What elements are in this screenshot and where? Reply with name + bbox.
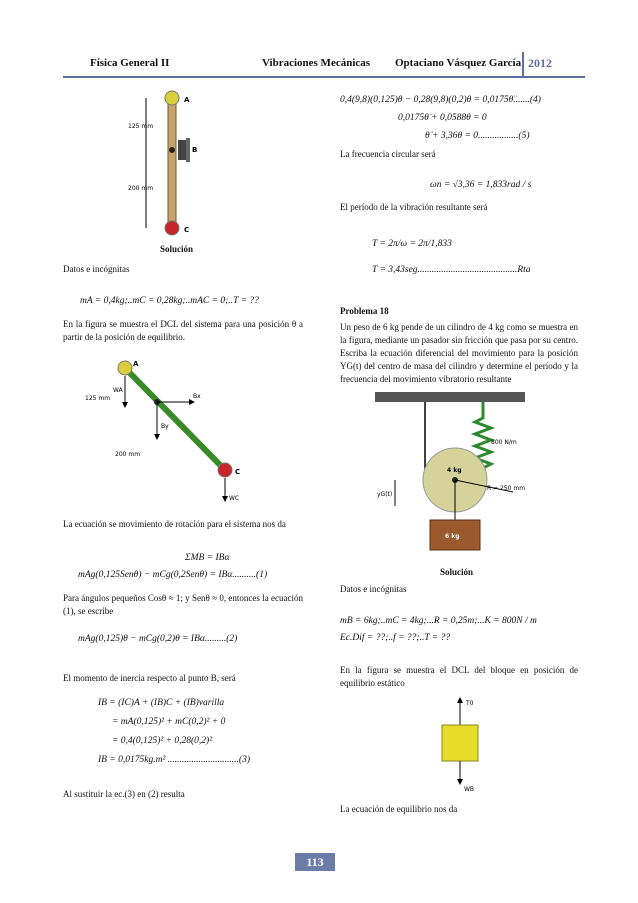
header-topic: Vibraciones Mecánicas [262, 57, 371, 69]
left-paragraph-3: Para ángulos pequeños Cosθ ≈ 1; y Senθ ≈ 0, entonces la ecuación (1), se escribe [63, 593, 303, 616]
right-datos-eq-2: Ec.Dif = ??;..f = ??;..T = ?? [340, 633, 451, 643]
right-eq-4: 0,4(9,8)(0,125)θ − 0,28(9,8)(0,2)θ = 0,0175θ̈.......(4) [340, 95, 541, 105]
fig1-d2: 200 mm [128, 185, 154, 192]
left-ib-line-2: = mA(0,125)² + mC(0,2)² + 0 [112, 717, 226, 727]
right-datos-eq-1: mB = 6kg;..mC = 4kg;...R = 0,25m;...K = 800N / m [340, 616, 537, 626]
fig2-c: C [235, 468, 241, 476]
right-paragraph-1: En la figura se muestra el DCL del bloque en posición de equilibrio estático [340, 665, 578, 688]
fig3-r: R = 250 mm [487, 485, 526, 492]
problem-title: Problema 18 [340, 306, 389, 316]
left-ib-line-3: = 0,4(0,125)² + 0,28(0,2)² [112, 736, 213, 746]
figure-cylinder-spring [365, 392, 545, 562]
page-header [0, 0, 638, 80]
header-course: Física General II [90, 57, 170, 69]
left-eq-2: mAg(0,125)θ − mCg(0,2)θ = IBα.........(2) [78, 634, 238, 644]
fig3-y: yG(t) [377, 491, 393, 498]
left-paragraph-1: En la figura se muestra el DCL del sistema para una posición θ a partir de la posición de equilibrio. [63, 319, 303, 342]
right-solucion: Solución [440, 567, 474, 577]
right-datos-title: Datos e incógnitas [340, 584, 407, 594]
left-eq-sum: ΣMB = IBα [185, 553, 230, 563]
fig2-wc: WC [229, 495, 240, 502]
fig2-a: A [133, 360, 139, 368]
left-paragraph-2: La ecuación se movimiento de rotación para el sistema nos da [63, 519, 286, 529]
fig2-d2: 200 mm [115, 451, 141, 458]
page-number: 113 [295, 853, 335, 871]
header-author: Optaciano Vásquez García [395, 57, 522, 69]
fig4-t: T0 [466, 700, 474, 707]
right-period-label: El período de la vibración resultante será [340, 202, 488, 212]
fig3-k: 800 N/m [491, 439, 517, 446]
left-ib-line-1: IB = (IC)A + (IB)C + (IB)varilla [98, 698, 225, 708]
fig3-w: 6 kg [445, 533, 460, 540]
figure-pendulum [128, 88, 230, 248]
right-period-eq-1: T = 2π/ω = 2π/1,833 [372, 239, 452, 249]
figure-block-fbd [430, 695, 490, 793]
right-freq-eq: ωn = √3,36 = 1,833rad / s [430, 180, 532, 190]
fig3-m: 4 kg [447, 467, 462, 474]
fig1-c: C [184, 226, 190, 234]
fig2-d1: 125 mm [85, 395, 111, 402]
right-period-eq-2: T = 3,43seg..........................................Rta [372, 265, 531, 275]
fig2-by: By [161, 423, 169, 430]
left-solucion: Solución [160, 244, 194, 254]
figure-dcl-bar [85, 358, 255, 508]
left-datos-title: Datos e incógnitas [63, 264, 130, 274]
fig1-d1: 125 mm [128, 123, 154, 130]
problem-statement: Un peso de 6 kg pende de un cilindro de 4 kg como se muestra en la figura, mediante un pasador sin fricción que pasa por su centro. Escriba la ecuación diferencial del movimiento para la posición YG(t) del centro de masa del cilindro y determine el período y la frecuencia del movimiento vibratorio resultante [340, 322, 578, 384]
left-paragraph-4: El momento de inercia respecto al punto B, será [63, 673, 236, 683]
left-datos-eq: mA = 0,4kg;..mC = 0,28kg;..mAC = 0;..T = ?? [80, 296, 259, 306]
header-rule [63, 76, 585, 78]
right-freq-label: La frecuencia circular será [340, 149, 436, 159]
right-eq-5: θ̈ + 3,36θ = 0.................(5) [425, 131, 530, 141]
fig4-w: WB [464, 786, 475, 793]
fig1-a: A [184, 96, 190, 104]
left-eq-1: mAg(0,125Senθ) − mCg(0,2Senθ) = IBα..........(1) [78, 570, 268, 580]
fig2-bx: Bx [193, 393, 201, 400]
left-ib-line-4: IB = 0,0175kg.m² ..............................(3) [98, 755, 251, 765]
right-eq-4b: 0,0175θ̈ + 0,0588θ = 0 [398, 113, 487, 123]
fig2-wa: WA [113, 387, 123, 394]
fig1-b: B [192, 146, 198, 154]
header-year: 2012 [522, 52, 564, 78]
left-paragraph-5: Al sustituir la ec.(3) en (2) resulta [63, 789, 185, 799]
right-paragraph-2: La ecuación de equilibrio nos da [340, 804, 458, 814]
